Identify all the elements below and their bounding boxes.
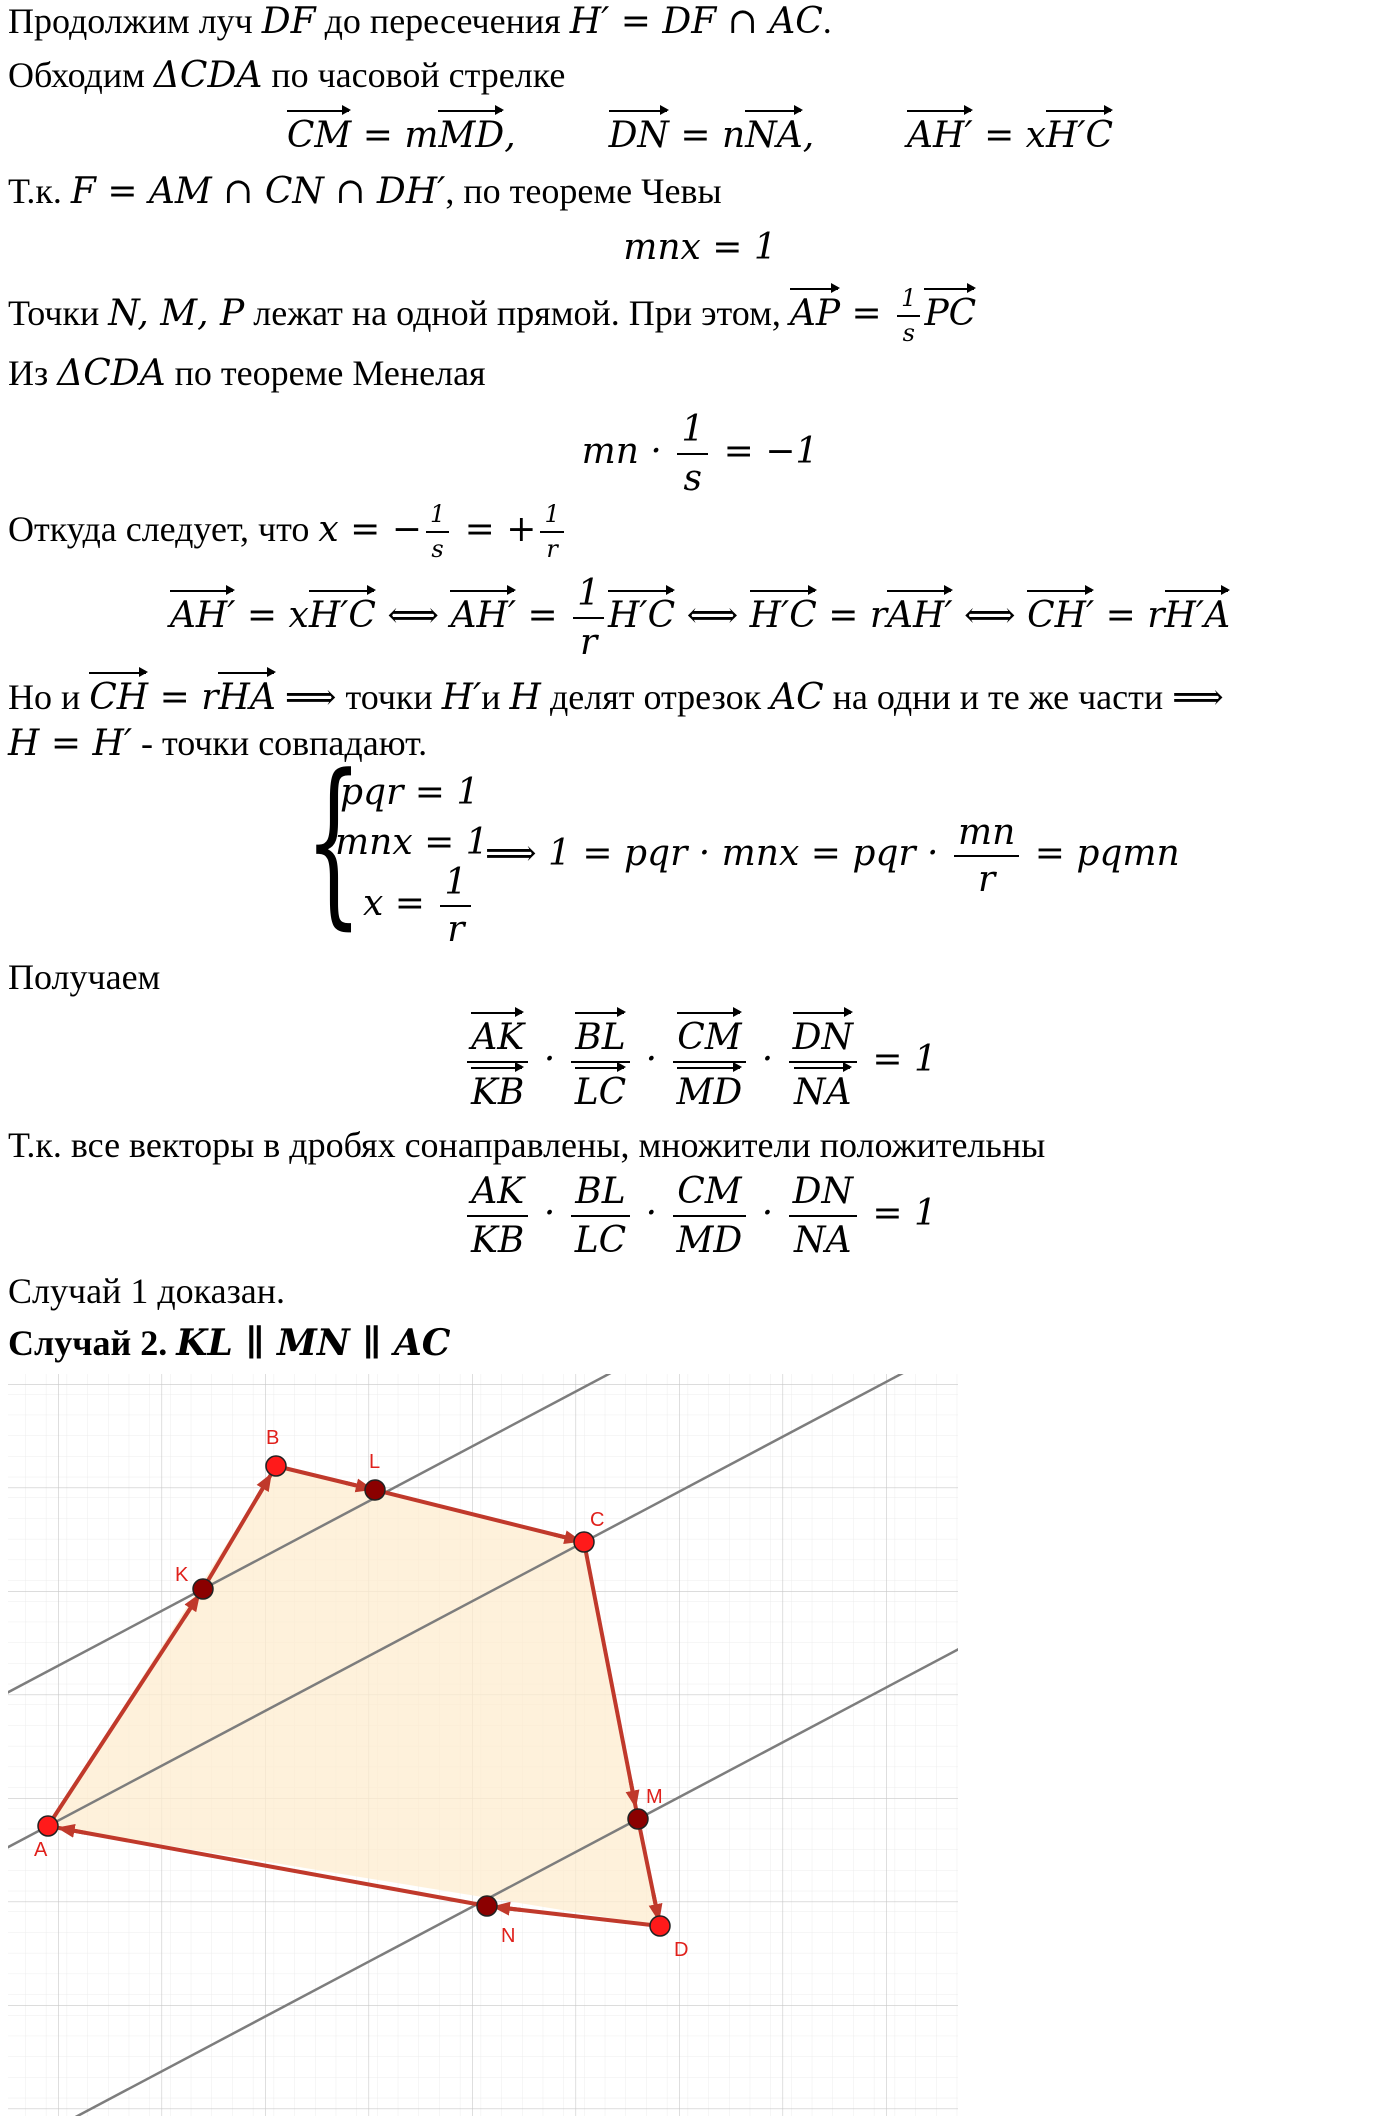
fraction: $\frac{AK}{KB}$ [467,1170,528,1262]
fraction: $\frac{DN}{NA}$ [789,1010,857,1114]
text: Т.к. все векторы в дробях сонаправлены, множители положительны [8,1125,1046,1165]
math: , [802,115,815,156]
math: ⟺ [675,595,750,637]
point-b [266,1456,286,1476]
math: AC [770,677,824,718]
math: x = [363,883,437,924]
text: и [481,677,510,717]
point-k [193,1579,213,1599]
text: - точки совпадают. [132,723,428,763]
point-label-b: B [266,1427,280,1449]
math: mn · [581,431,674,473]
math: H′ = DF ∩ AC [569,1,823,42]
equation-ratios [0,108,1400,157]
vector-ah: AH′ [450,588,516,637]
text: делят отрезок [540,677,771,717]
text-line-12 [8,722,427,765]
point-c [574,1532,594,1552]
math: · [750,1193,785,1235]
math: = −1 [712,431,819,473]
text: до пересечения [315,1,570,41]
math: ΔCDA [153,55,263,96]
math: ⟺ [375,595,451,637]
point-label-k: K [175,1564,189,1586]
text-line-11 [8,670,1224,719]
point-label-c: C [590,1509,605,1531]
math: F = AM ∩ CN ∩ DH′ [70,171,446,212]
math: ⟺ [952,595,1028,637]
geometry-figure [8,1374,958,2116]
math: = n [668,115,746,156]
math: = m [351,115,439,156]
math: KL ∥ MN ∥ AC [176,1322,451,1364]
fraction: $\frac{AK}{KB}$ [467,1010,528,1114]
vector-dn: DN [609,108,669,157]
text: , по теореме Чевы [445,171,722,211]
math: H = H′ [8,723,133,764]
text: Точки [8,292,109,333]
fraction: $\frac{1}{r}$ [573,572,604,664]
text: на одни и те же части ⟹ [823,677,1224,717]
text-line-4 [8,170,722,213]
text-line-6 [8,284,976,348]
point-l [365,1480,385,1500]
equation-vector-product [0,1010,1400,1114]
math: = 1 [860,1039,937,1081]
point-label-a: A [34,1839,48,1861]
point-d [650,1916,670,1936]
text: Случай 1 доказан. [8,1271,286,1311]
point-a [38,1816,58,1836]
text-line-15 [8,1270,285,1313]
math: · [532,1039,567,1081]
vector-ha: HA [218,670,275,719]
equation-chain [0,572,1400,664]
text-line-1 [8,0,832,43]
text: Но и [8,677,90,717]
fraction: $\frac{1}{s}$ [677,408,708,500]
fraction: $\frac{1}{r}$ [540,500,563,564]
vector-ah: AH′ [887,588,953,637]
math: = x [972,115,1046,156]
math: · [532,1193,567,1235]
vector-hc: H′C [608,588,675,637]
math: = x [235,595,309,637]
text: Т.к. [8,171,71,211]
fraction: $\frac{mn}{r}$ [954,812,1019,900]
vector-md: MD [438,108,504,157]
text: по теореме Менелая [165,353,486,393]
math: = r [816,595,888,637]
text-line-7 [8,352,486,395]
fraction: $\frac{CM}{MD}$ [673,1010,747,1114]
fraction: $\frac{DN}{NA}$ [789,1170,857,1262]
math: mnx = 1 [623,227,777,268]
section-heading [8,1322,450,1365]
fraction: $\frac{1}{s}$ [897,284,920,348]
math: = [516,595,570,637]
vector-pc: PC [924,286,976,335]
math: = pqmn [1023,833,1180,874]
fraction: $\frac{CM}{MD}$ [673,1170,747,1262]
math: x = − [318,508,422,550]
text-line-14 [8,1124,1045,1167]
fraction: $\frac{BL}{LC}$ [571,1010,630,1114]
math: , [504,115,516,156]
text: Обходим [8,55,154,95]
math: = + [453,508,537,550]
equation-menelaus [0,408,1400,500]
equation-system [305,737,1205,952]
text: лежат на одной прямой. При этом, [244,292,790,333]
point-m [628,1809,648,1829]
text: по часовой стрелке [262,55,566,95]
point-label-l: L [369,1451,381,1473]
point-label-n: N [501,1925,516,1947]
equation-ceva [0,226,1400,269]
math: H [509,677,541,718]
text: Откуда следует, что [8,508,319,549]
math: · [750,1039,785,1081]
math: = r [148,677,219,718]
vector-hc: H′C [750,588,817,637]
point-n [477,1896,497,1916]
text: Получаем [8,957,161,997]
text: Из [8,353,58,393]
math: N, M, P [108,292,245,334]
vector-hc: H′C [1046,108,1113,157]
math: DF [261,1,316,42]
fraction: $\frac{1}{s}$ [426,500,449,564]
text-line-2 [8,54,565,97]
edge-dn-arrow [501,1908,521,1910]
text-line-13 [8,956,160,999]
text: . [822,1,832,41]
text: ⟹ точки [275,677,442,717]
heading-text: Случай 2. [8,1323,177,1363]
vector-ap: AP [790,286,840,335]
vector-ch: CH′ [1027,588,1094,637]
vector-ah: AH′ [907,108,973,157]
brace: { [305,737,363,946]
math: ΔCDA [57,353,166,394]
vector-hc: H′C [309,588,376,637]
point-label-m: M [646,1786,663,1808]
vector-ha: H′A [1165,588,1231,637]
point-label-d: D [674,1939,689,1961]
fraction: $\frac{BL}{LC}$ [571,1170,630,1262]
math: = [840,292,894,334]
math: H′ [441,677,482,718]
text: Продолжим луч [8,1,262,41]
math: · [634,1193,669,1235]
equation-scalar-product [0,1170,1400,1262]
vector-na: NA [745,108,803,157]
vector-ch: CH [89,670,148,719]
math: mnx = 1 [335,822,489,863]
text-line-9 [8,500,568,564]
math: · [634,1039,669,1081]
math: = r [1094,595,1165,637]
math: = 1 [860,1193,937,1235]
math: ⟹ 1 = pqr · mnx = pqr · [485,833,950,874]
vector-cm: CM [287,108,351,157]
fraction: $\frac{1}{r}$ [440,862,471,950]
math: pqr = 1 [340,772,480,813]
vector-ah: AH′ [170,588,236,637]
